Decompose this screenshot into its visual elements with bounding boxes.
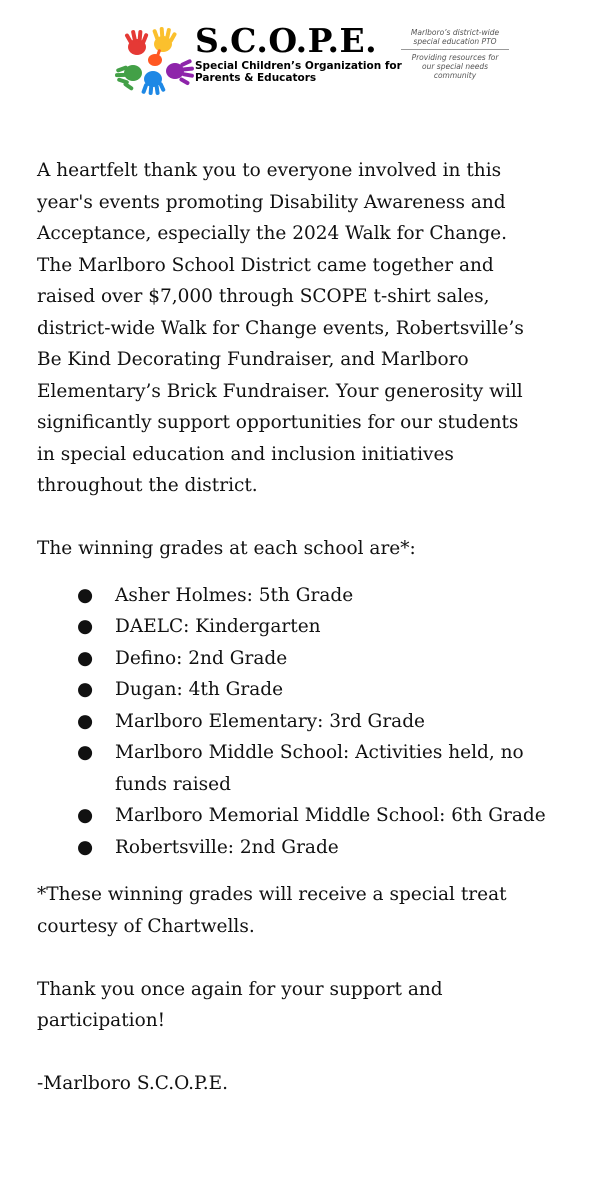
bullet-icon: ● <box>77 742 94 763</box>
intro-line: raised over $7,000 through SCOPE t-shirt sales, <box>37 286 490 307</box>
intro-line: Elementary’s Brick Fundraiser. Your generosity will <box>37 380 523 402</box>
winner-text: Marlboro Memorial Middle School: 6th Grade <box>115 805 546 826</box>
tagline-line-5: community <box>433 71 477 80</box>
intro-line: The Marlboro School District came together and <box>37 254 494 276</box>
bullet-icon: ● <box>77 584 94 606</box>
bullet-icon: ● <box>77 710 94 732</box>
intro-line: throughout the district. <box>37 475 258 496</box>
footnote-paragraph <box>37 879 587 942</box>
intro-paragraph <box>37 155 587 502</box>
purple-hand <box>166 59 194 86</box>
footnote-line: *These winning grades will receive a special treat <box>37 884 507 905</box>
list-item <box>37 737 587 800</box>
list-item <box>37 611 587 643</box>
yellow-hand <box>152 27 177 52</box>
list-item <box>37 832 587 864</box>
winner-text: Robertsville: 2nd Grade <box>115 836 339 858</box>
tagline-line-3: Providing resources for <box>411 53 499 62</box>
tagline-line-1: Marlboro’s district-wide <box>410 28 500 37</box>
winner-text: Defino: 2nd Grade <box>115 647 288 669</box>
bullet-icon: ● <box>77 836 94 858</box>
bullet-icon: ● <box>77 647 94 669</box>
winner-text: Marlboro Elementary: 3rd Grade <box>115 710 426 732</box>
winners-list <box>37 580 587 864</box>
bullet-icon: ● <box>77 805 94 826</box>
brand-block <box>195 22 405 84</box>
winner-text: Marlboro Middle School: Activities held, no <box>115 742 524 763</box>
red-hand <box>124 30 148 55</box>
blue-hand <box>141 71 166 95</box>
winner-text: DAELC: Kindergarten <box>115 616 321 637</box>
thanks-line: Thank you once again for your support and <box>37 978 443 1000</box>
footnote-line: courtesy of Chartwells. <box>37 915 255 937</box>
intro-line: year's events promoting Disability Awareness and <box>37 191 506 213</box>
tagline-line-4: our special needs <box>421 62 488 71</box>
list-item <box>37 706 587 738</box>
tagline-line-2: special education PTO <box>413 37 497 46</box>
thanks-line: participation! <box>37 1010 166 1031</box>
announcement-body <box>37 155 587 1100</box>
scope-logo-header <box>113 22 513 94</box>
thanks-paragraph <box>37 974 587 1037</box>
list-item <box>37 800 587 832</box>
brand-title: S.C.O.P.E. <box>195 21 378 60</box>
bullet-icon: ● <box>77 679 94 700</box>
list-item <box>37 580 587 612</box>
colorful-hands-icon <box>113 27 195 95</box>
intro-line: district-wide Walk for Change events, Robertsville’s <box>37 317 524 339</box>
brand-subtitle-line-1: Special Children’s Organization for <box>195 60 402 72</box>
winner-text: Dugan: 4th Grade <box>115 679 284 700</box>
brand-subtitle-line-2: Parents & Educators <box>195 72 317 84</box>
intro-line: A heartfelt thank you to everyone involved in this <box>37 160 502 181</box>
intro-line: Acceptance, especially the 2024 Walk for Change. <box>37 223 508 244</box>
bullet-icon: ● <box>77 616 94 637</box>
winner-text-continued: funds raised <box>115 773 231 795</box>
green-hand <box>115 65 142 91</box>
intro-line: Be Kind Decorating Fundraiser, and Marlboro <box>37 349 469 370</box>
tagline-divider <box>401 49 509 50</box>
intro-line: significantly support opportunities for our students <box>37 412 519 433</box>
signature: -Marlboro S.C.O.P.E. <box>37 1073 229 1094</box>
tagline <box>399 28 511 80</box>
list-item <box>37 643 587 675</box>
winners-intro: The winning grades at each school are*: <box>37 538 416 559</box>
intro-line: in special education and inclusion initiatives <box>37 443 454 465</box>
winner-text: Asher Holmes: 5th Grade <box>115 584 354 606</box>
orange-hand <box>148 49 162 66</box>
list-item <box>37 674 587 706</box>
